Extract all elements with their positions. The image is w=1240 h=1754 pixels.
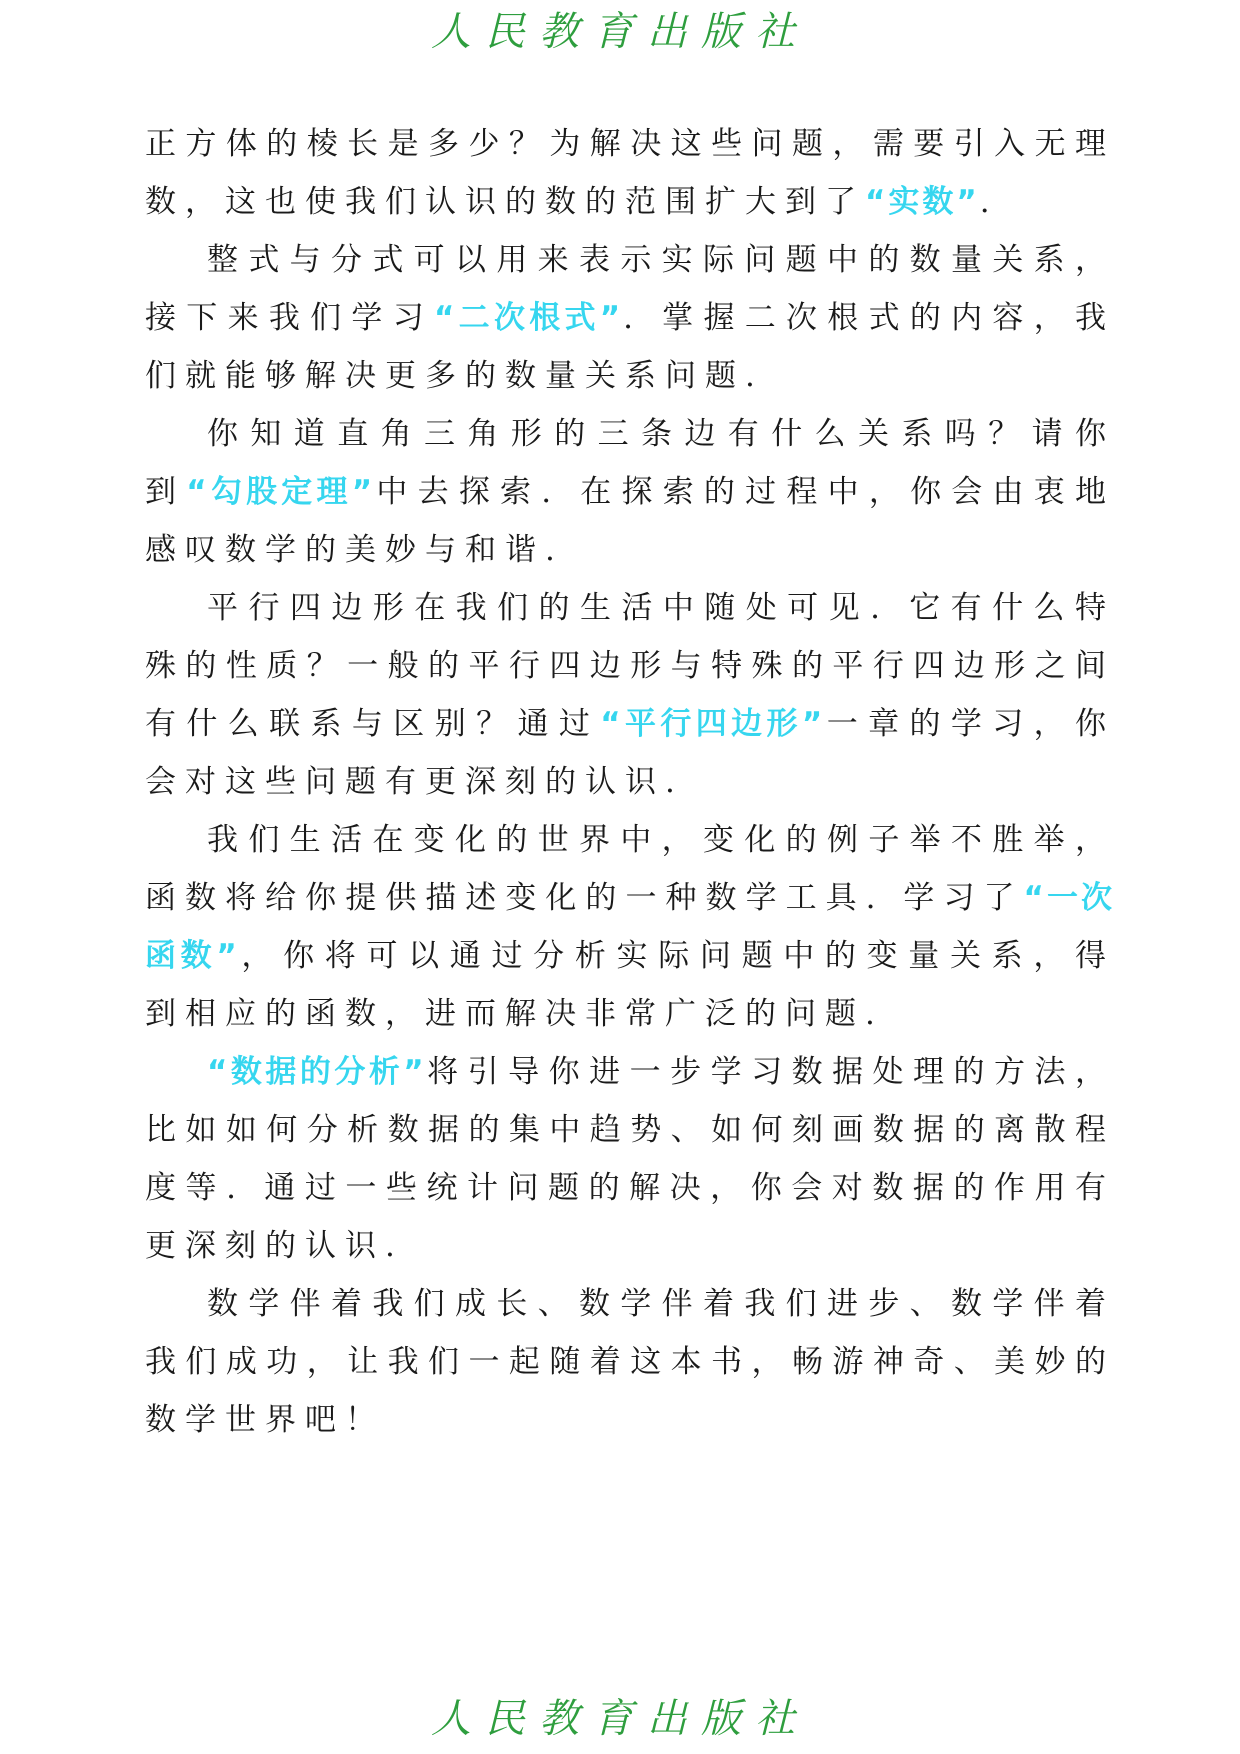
keyword-parallelogram: “平行四边形” (600, 706, 826, 742)
keyword-data-analysis: “数据的分析” (207, 1054, 427, 1090)
paragraph-real-numbers: 正方体的棱长是多少？为解决这些问题，需要引入无理数，这也使我们认识的数的范围扩大到了“实数”. (145, 126, 1115, 220)
publisher-logo-bottom: 人民教育出版社 (431, 1696, 809, 1742)
paragraph-quadratic-radicals: 整式与分式可以用来表示实际问题中的数量关系，接下来我们学习“二次根式”. 掌握二次根式的内容，我们就能够解决更多的数量关系问题. (145, 242, 1116, 394)
paragraph-data-analysis: “数据的分析”将引导你进一步学习数据处理的方法，比如如何分析数据的集中趋势、如何刻画数据的离散程度等. 通过一些统计问题的解决，你会对数据的作用有更深刻的认识. (145, 1054, 1116, 1264)
keyword-pythagorean-theorem: “勾股定理” (186, 474, 376, 510)
keyword-quadratic-radicals: “二次根式” (434, 300, 624, 336)
page-body (145, 115, 1115, 1449)
paragraph-pythagorean-theorem: 你知道直角三角形的三条边有什么关系吗？请你到“勾股定理”中去探索. 在探索的过程中，你会由衷地感叹数学的美妙与和谐. (145, 416, 1115, 568)
keyword-real-numbers: “实数” (865, 184, 980, 220)
paragraph-closing: 数学伴着我们成长、数学伴着我们进步、数学伴着我们成功，让我们一起随着这本书，畅游神奇、美妙的数学世界吧！ (145, 1286, 1115, 1438)
paragraph-parallelogram: 平行四边形在我们的生活中随处可见. 它有什么特殊的性质？一般的平行四边形与特殊的平行四边形之间有什么联系与区别？通过“平行四边形”一章的学习，你会对这些问题有更深刻的认识. (145, 590, 1116, 800)
keyword-linear-function: “一次函数” (145, 880, 1115, 974)
publisher-logo-top: 人民教育出版社 (431, 9, 809, 55)
paragraph-linear-function: 我们生活在变化的世界中，变化的例子举不胜举，函数将给你提供描述变化的一种数学工具. 学习了“一次函数”，你将可以通过分析实际问题中的变量关系，得到相应的函数，进而解决非常广泛的问题. (145, 822, 1115, 1032)
